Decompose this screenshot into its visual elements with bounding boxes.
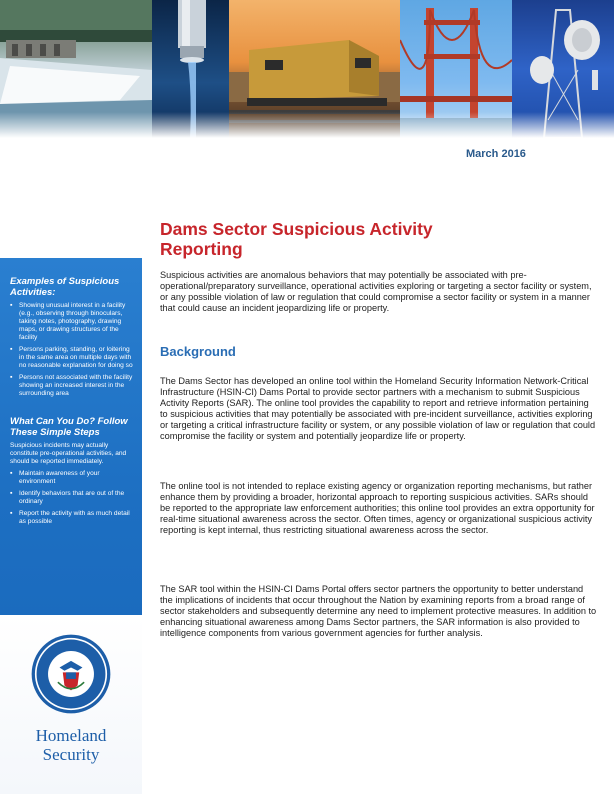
dhs-seal-icon — [30, 633, 112, 715]
actions-heading: What Can You Do? Follow These Simple Steps — [10, 416, 128, 438]
list-item: ▪ Persons not associated with the facility showing an increased interest in the surrounding area — [10, 374, 136, 398]
actions-list — [10, 470, 136, 526]
body-paragraph: The Dams Sector has developed an online tool within the Homeland Security Information Network-Critical Infrastructure (HSIN-CI) Dams Portal to provide sector partners with a mechanism to submit Suspicious Activity Reports (SAR). The online tool provides the capability to report and retrieve information pertaining to suspicious activities that may potentially be associated with pre-incident surveillance, activities exploring or targeting a critical infrastructure facility or system, or any possible violation of law or regulation that could compromise the facility or system and potentially jeopardize life or property. — [160, 376, 596, 442]
list-item: ▪ Showing unusual interest in a facility (e.g., observing through binoculars, taking notes, photography, drawing maps, or drawing structures of the facility — [10, 302, 136, 342]
dhs-logo — [0, 615, 142, 794]
page-title: Dams Sector Suspicious Activity Reporting — [160, 219, 433, 259]
sidebar — [0, 258, 142, 794]
brand-line-1: Homeland — [35, 726, 107, 745]
actions-intro: Suspicious incidents may actually constitute pre-operational activities, and should be reported immediately. — [10, 442, 127, 465]
brand-line-2: Security — [42, 745, 100, 764]
intro-paragraph: Suspicious activities are anomalous behaviors that may potentially be associated with pre-operational/preparatory surveillance, operational activities exploring or targeting a sector facility or system, or any possible violation of law or regulation that could compromise a sector facility or system in a manner that could cause an incident jeopardizing life or property. — [160, 270, 592, 314]
banner-fade — [0, 112, 614, 138]
header-banner — [0, 0, 614, 138]
section-heading: Background — [160, 344, 236, 359]
body-paragraph: The online tool is not intended to replace existing agency or organization reporting mechanisms, but rather enhance them by providing a broader, horizontal approach to reporting suspicious activities. SARs should be reported to the appropriate law enforcement authorities; this online tool provides an extra opportunity for real-time situational awareness across the sector. Often times, agency or organizational suspicious activity reporting is kept internal, thus restricting situational awareness across the sector. — [160, 481, 595, 536]
examples-heading: Examples of Suspicious Activities: — [10, 276, 120, 298]
list-item: ▪ Report the activity with as much detail as possible — [10, 510, 136, 526]
body-paragraph: The SAR tool within the HSIN-CI Dams Portal offers sector partners the opportunity to better understand the implications of incidents that occur throughout the Nation by examining reports from a broad range of sector stakeholders and subsequently determine any need to implement protective measures. In addition to enhancing situational awareness among Dams Sector partners, the SAR information is also provided to intelligence components from various government agencies for further analysis. — [160, 584, 597, 639]
list-item: ▪ Maintain awareness of your environment — [10, 470, 136, 486]
list-item: ▪ Identify behaviors that are out of the ordinary — [10, 490, 136, 506]
examples-list — [10, 302, 136, 398]
list-item: ▪ Persons parking, standing, or loitering in the same area on multiple days with no reasonable explanation for doing so — [10, 346, 136, 370]
publication-date: March 2016 — [466, 148, 526, 160]
